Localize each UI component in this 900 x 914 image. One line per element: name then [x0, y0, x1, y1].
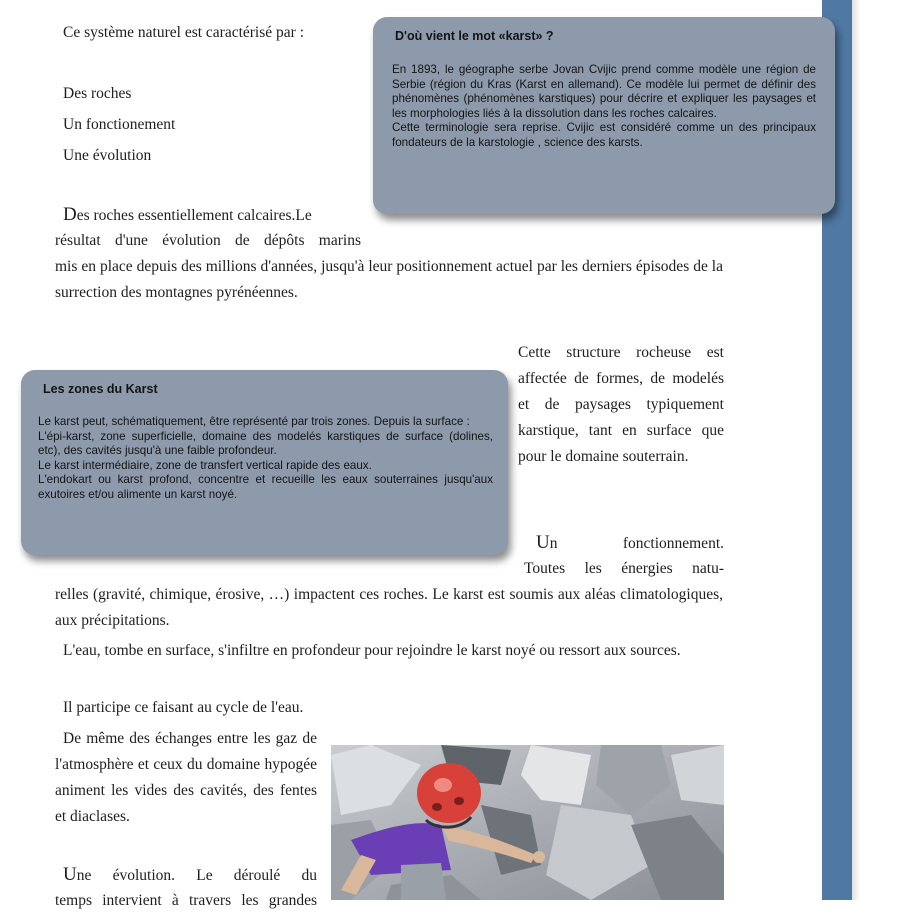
karst-word-paragraph: En 1893, le géographe serbe Jovan Cvijic prend comme modèle une région de Serbie (région du Kras (Karst en allemand). Ce modèle lui permet de définir des phénomènes (phénomènes karstiques) pour décrire et expliquer les paysages et les morphologies liés à la dissolution dans les roches calcaires.: [392, 63, 816, 120]
karst-word-sidebar-box: [373, 17, 835, 214]
karst-word-paragraph: Cette terminologie sera reprise. Cvijic est considéré comme un des principaux fondateurs de la karstologie , science des karsts.: [392, 121, 816, 149]
karst-word-box-title: D'où vient le mot «karst» ?: [395, 29, 554, 43]
intro-lead: Ce système naturel est caractérisé par :: [63, 24, 304, 41]
intro-item-rocks: Des roches: [63, 85, 132, 102]
karst-word-box-body: [392, 63, 816, 150]
side-band-shadow: [852, 0, 860, 900]
water-cycle-line: Il participe ce faisant au cycle de l'eau.: [63, 699, 304, 716]
function-dropcap: U: [536, 532, 550, 553]
function-paragraph-rest: relles (gravité, chimique, érosive, …) impactent ces roches. Le karst est soumis aux aléas climatologiques, aux précipitations.: [55, 586, 723, 629]
evolution-first-line: [63, 862, 317, 889]
climber-photo-illustration: [331, 745, 724, 900]
function-line1: n fonctionnement.: [549, 535, 724, 552]
intro-item-function: Un fonctionement: [63, 116, 176, 133]
gas-exchange-paragraph: De même des échanges entre les gaz de l'atmosphère et ceux du domaine hypogée animent les vides des cavités, des fentes et diaclases.: [55, 730, 317, 825]
rocks-paragraph-rest: mis en place depuis des millions d'années, jusqu'à leur positionnement actuel par les derniers épisodes de la surrection des montagnes pyrénéennes.: [55, 258, 723, 301]
evolution-line1: ne évolution. Le déroulé du: [76, 867, 317, 884]
evolution-second-line: temps intervient à travers les grandes: [55, 892, 317, 909]
karst-zones-sidebar-box: [21, 370, 508, 555]
karst-zones-box-body: [38, 415, 493, 502]
structure-paragraph: Cette structure rocheuse est affectée de formes, de modelés et de paysages typiquement karstique, tant en surface que pour le domaine souterrain.: [518, 344, 724, 465]
function-second-line: Toutes les énergies natu-: [524, 560, 724, 577]
function-first-line: [536, 530, 724, 557]
karst-zones-paragraph: Le karst peut, schématiquement, être représenté par trois zones. Depuis la surface :: [38, 415, 470, 428]
rocks-first-line: [63, 202, 360, 229]
karst-zones-paragraph: L'épi-karst, zone superficielle, domaine des modelés karstiques de surface (dolines, etc), des cavités jusqu'à une faible profondeur.: [38, 429, 493, 457]
water-paragraph: L'eau, tombe en surface, s'infiltre en profondeur pour rejoindre le karst noyé ou ressort aux sources.: [63, 642, 681, 659]
rocks-second-line: résultat d'une évolution de dépôts marins: [55, 232, 361, 249]
rocks-dropcap: D: [63, 204, 77, 225]
evolution-dropcap: U: [63, 864, 77, 885]
karst-zones-paragraph: L'endokart ou karst profond, concentre et recueille les eaux souterraines jusqu'aux exutoires et/ou alimente un karst noyé.: [38, 473, 493, 501]
intro-item-evolution: Une évolution: [63, 147, 152, 164]
rocks-line1: es roches essentiellement calcaires.Le: [76, 207, 312, 224]
karst-zones-box-title: Les zones du Karst: [43, 382, 158, 396]
climber-photo: [331, 745, 724, 900]
karst-zones-paragraph: Le karst intermédiaire, zone de transfert vertical rapide des eaux.: [38, 458, 372, 472]
